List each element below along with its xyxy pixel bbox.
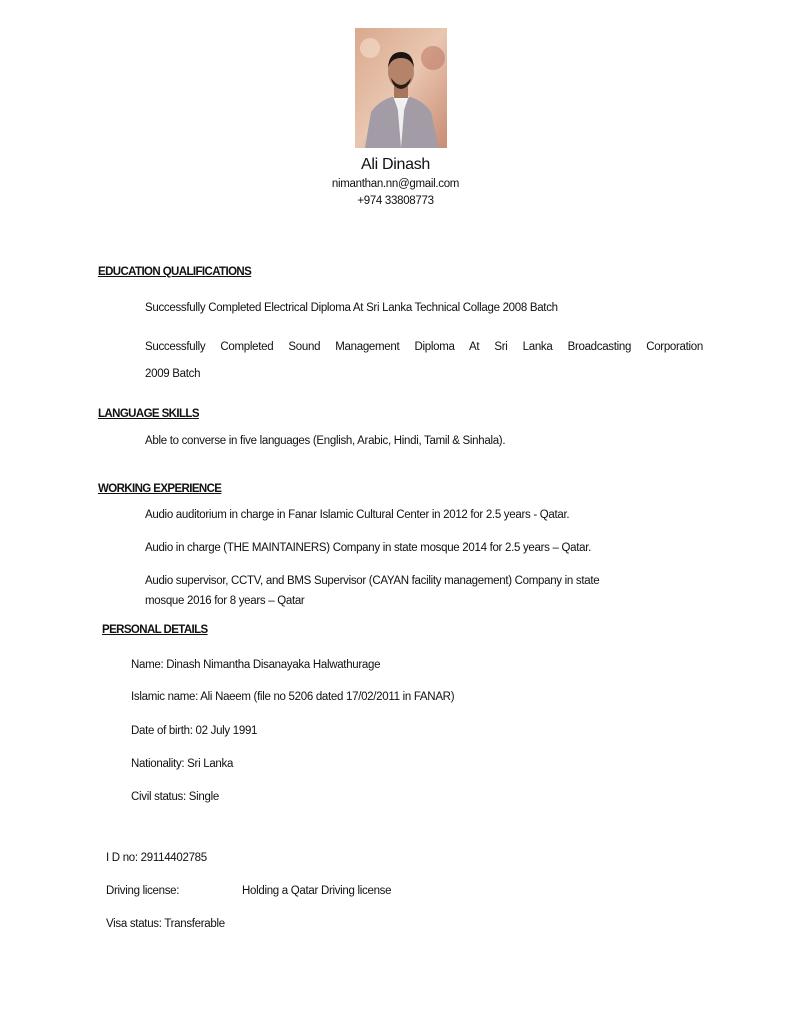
candidate-name: Ali Dinash bbox=[360, 156, 431, 173]
language-heading: LANGUAGE SKILLS bbox=[98, 408, 199, 420]
experience-item-continued: mosque 2016 for 8 years – Qatar bbox=[145, 595, 305, 607]
visa-status: Visa status: Transferable bbox=[106, 918, 225, 930]
full-name: Name: Dinash Nimantha Disanayaka Halwathurage bbox=[131, 659, 381, 671]
id-number: I D no: 29114402785 bbox=[106, 852, 207, 864]
education-heading: EDUCATION QUALIFICATIONS bbox=[98, 266, 252, 278]
experience-item: Audio supervisor, CCTV, and BMS Supervisor (CAYAN facility management) Company in state bbox=[145, 575, 600, 587]
experience-item: Audio in charge (THE MAINTAINERS) Company in state mosque 2014 for 2.5 years – Qatar. bbox=[145, 542, 591, 554]
experience-heading: WORKING EXPERIENCE bbox=[98, 483, 222, 495]
email: nimanthan.nn@gmail.com bbox=[331, 178, 460, 190]
islamic-name: Islamic name: Ali Naeem (file no 5206 dated 17/02/2011 in FANAR) bbox=[131, 691, 455, 703]
phone: +974 33808773 bbox=[357, 195, 434, 207]
language-text: Able to converse in five languages (English, Arabic, Hindi, Tamil & Sinhala). bbox=[145, 435, 506, 447]
education-item-continued: 2009 Batch bbox=[145, 368, 201, 380]
driving-license-value: Holding a Qatar Driving license bbox=[242, 885, 392, 897]
driving-license-label: Driving license: bbox=[106, 885, 180, 897]
education-item: Successfully Completed Sound Management Diploma At Sri Lanka Broadcasting Corporation bbox=[145, 341, 703, 353]
date-of-birth: Date of birth: 02 July 1991 bbox=[131, 725, 258, 737]
civil-status: Civil status: Single bbox=[131, 791, 219, 803]
personal-heading: PERSONAL DETAILS bbox=[102, 624, 208, 636]
nationality: Nationality: Sri Lanka bbox=[131, 758, 234, 770]
profile-photo bbox=[355, 28, 447, 148]
experience-item: Audio auditorium in charge in Fanar Islamic Cultural Center in 2012 for 2.5 years - Qatar. bbox=[145, 509, 570, 521]
education-item: Successfully Completed Electrical Diploma At Sri Lanka Technical Collage 2008 Batch bbox=[145, 302, 558, 314]
